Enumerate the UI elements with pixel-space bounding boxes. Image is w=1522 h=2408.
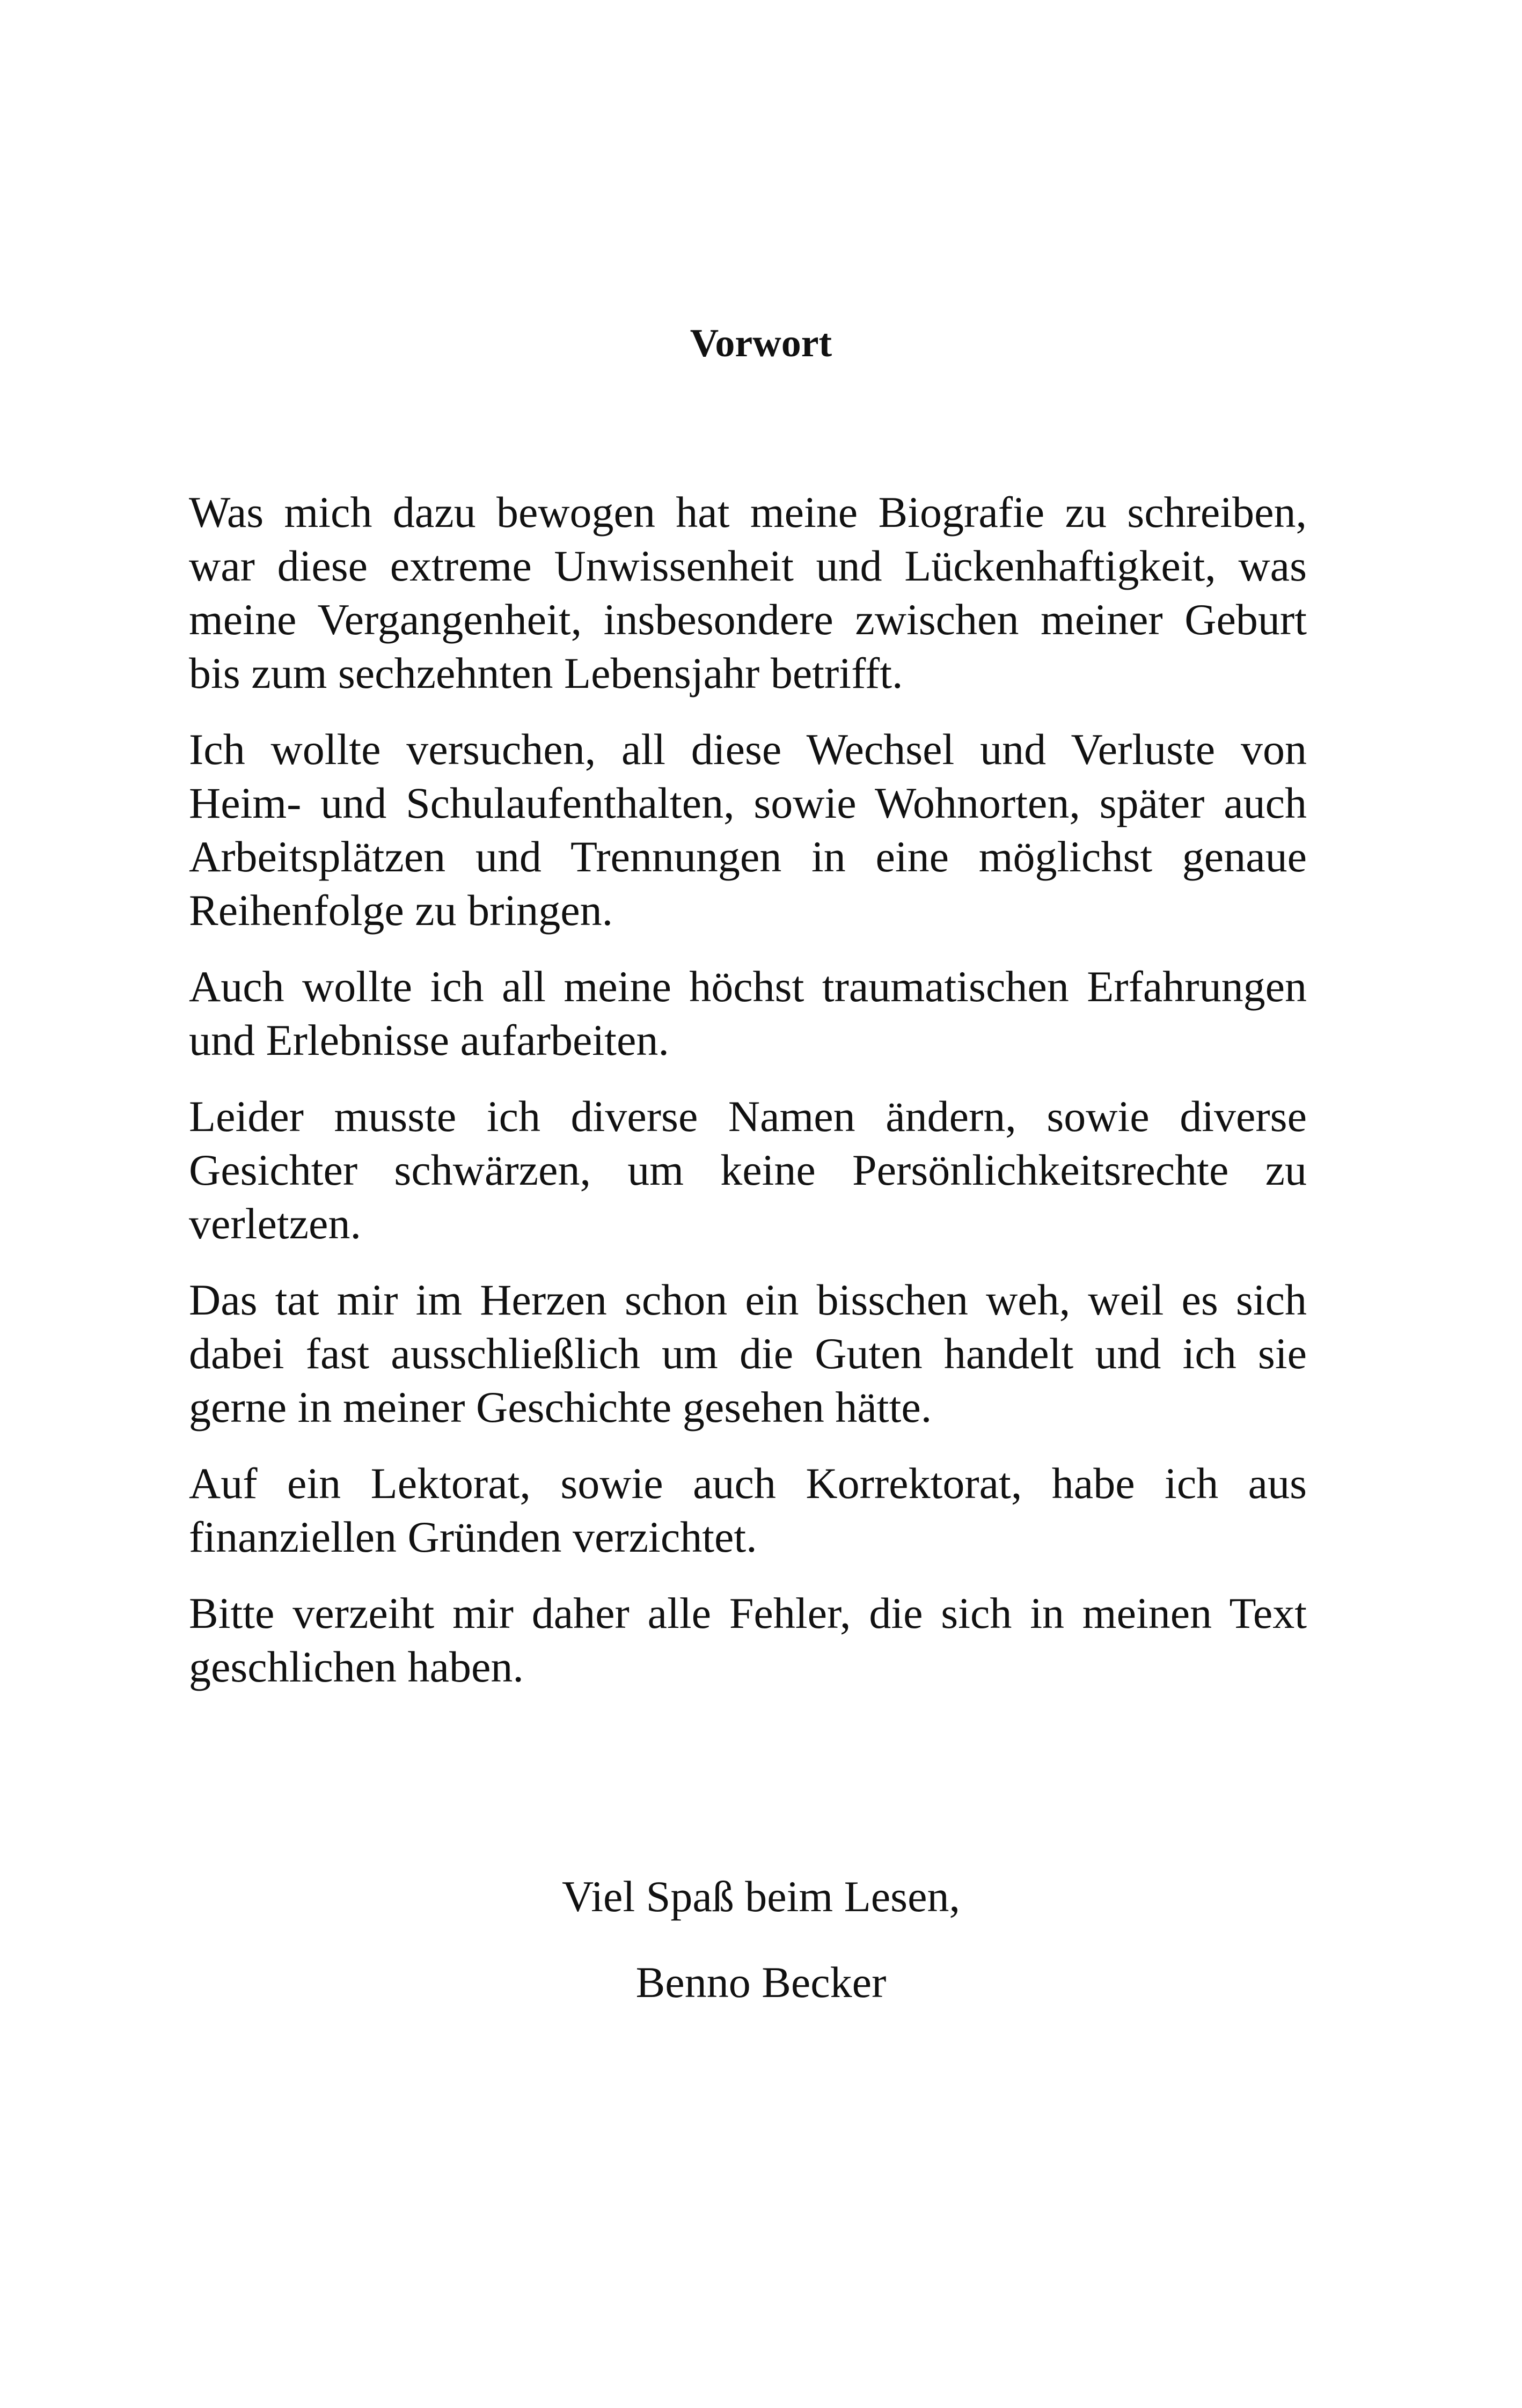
page-title: Vorwort [690,321,832,365]
closing-greeting: Viel Spaß beim Lesen, [561,1872,960,1921]
document-body [189,486,1307,1716]
author-signature: Benno Becker [635,1958,887,2007]
paragraph: Das tat mir im Herzen schon ein bisschen weh, weil es sich dabei fast ausschließlich um die Guten handelt und ich sie gerne in meiner Geschichte gesehen hätte. [189,1275,1307,1431]
paragraph: Ich wollte versuchen, all diese Wechsel und Verluste von Heim- und Schulaufenthalten, sowie Wohnorten, später auch Arbeitsplätzen und Trennungen in eine möglichst genaue Reihenfolge zu bringen. [189,725,1307,935]
paragraph: Bitte verzeiht mir daher alle Fehler, die sich in meinen Text geschlichen haben. [189,1589,1307,1691]
paragraph: Leider musste ich diverse Namen ändern, sowie diverse Gesichter schwärzen, um keine Persönlichkeitsrechte zu verletzen. [189,1092,1307,1248]
paragraph: Auf ein Lektorat, sowie auch Korrektorat, habe ich aus finanziellen Gründen verzichtet. [189,1459,1307,1561]
paragraph: Auch wollte ich all meine höchst traumatischen Erfahrungen und Erlebnisse aufarbeiten. [189,962,1307,1064]
paragraph: Was mich dazu bewogen hat meine Biografie zu schreiben, war diese extreme Unwissenheit und Lückenhaftigkeit, was meine Vergangenheit, insbesondere zwischen meiner Geburt bis zum sechzehnten Lebensjahr betrifft. [189,488,1307,698]
